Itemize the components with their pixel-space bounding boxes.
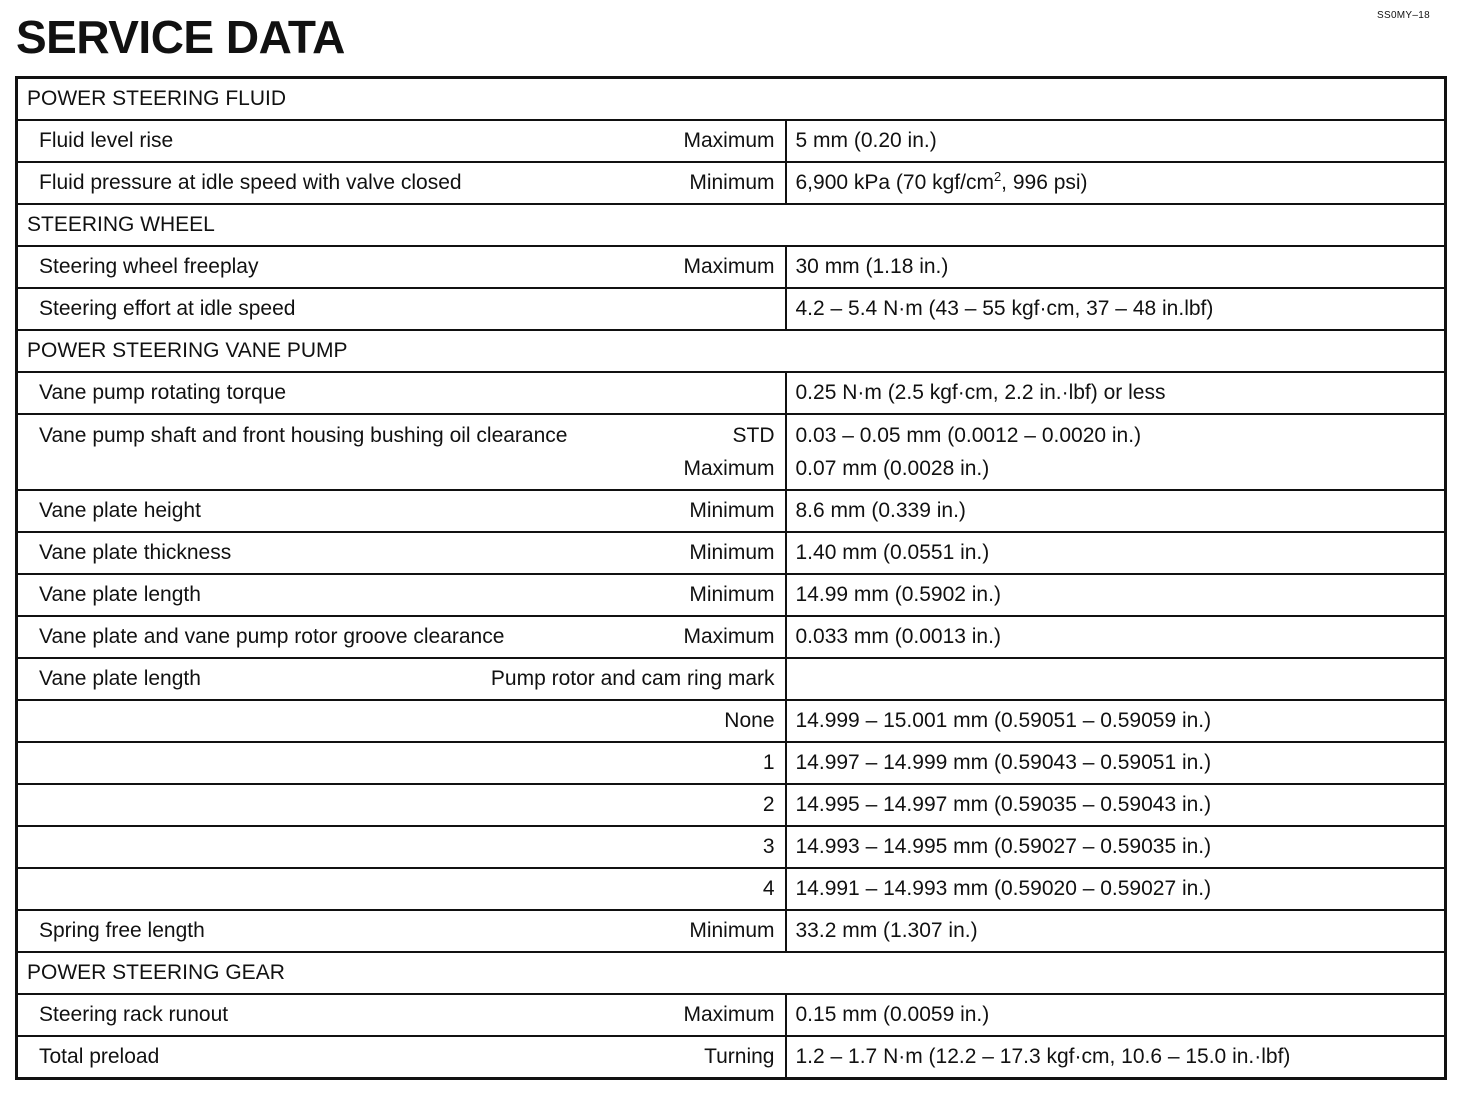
condition-label: Minimum (689, 919, 775, 942)
item-label: Steering wheel freeplay (39, 255, 259, 278)
table-row (17, 288, 1446, 330)
spec-value: 0.15 mm (0.0059 in.) (786, 994, 1446, 1036)
item-label: Vane plate length (39, 667, 201, 690)
mark-label: 1 (762, 751, 775, 774)
table-row (17, 742, 1446, 784)
condition-label: Maximum (683, 625, 775, 648)
condition-label: Minimum (689, 499, 775, 522)
spec-value: 8.6 mm (0.339 in.) (786, 490, 1446, 532)
spec-value: 1.40 mm (0.0551 in.) (786, 532, 1446, 574)
item-label: Steering effort at idle speed (39, 297, 296, 320)
section-title: POWER STEERING GEAR (17, 952, 1446, 994)
table-row (17, 658, 1446, 700)
page-code: SS0MY–18 (1377, 10, 1430, 21)
table-row (17, 826, 1446, 868)
section-title: POWER STEERING FLUID (17, 78, 1446, 121)
spec-value: 1.2 – 1.7 N·m (12.2 – 17.3 kgf·cm, 10.6 – 15.0 in.·lbf) (786, 1036, 1446, 1079)
table-row (17, 700, 1446, 742)
table-row (17, 120, 1446, 162)
table-row (17, 868, 1446, 910)
table-row (17, 372, 1446, 414)
spec-value-text: , 996 psi) (1001, 171, 1088, 194)
spec-value: 5 mm (0.20 in.) (786, 120, 1446, 162)
condition-label: Maximum (683, 457, 775, 480)
table-row (17, 994, 1446, 1036)
section-header-row (17, 330, 1446, 372)
item-label: Spring free length (39, 919, 205, 942)
section-header-row (17, 204, 1446, 246)
mark-label: None (724, 709, 775, 732)
condition-label: Turning (704, 1045, 775, 1068)
section-title: STEERING WHEEL (17, 204, 1446, 246)
item-label: Vane pump shaft and front housing bushing oil clearance (39, 424, 568, 447)
table-row (17, 246, 1446, 288)
item-label: Vane plate height (39, 499, 201, 522)
condition-label: Maximum (683, 129, 775, 152)
table-row (17, 574, 1446, 616)
condition-label: Maximum (683, 1003, 775, 1026)
table-row (17, 784, 1446, 826)
spec-value: 14.99 mm (0.5902 in.) (786, 574, 1446, 616)
item-label: Vane plate and vane pump rotor groove clearance (39, 625, 505, 648)
item-label: Vane pump rotating torque (39, 381, 287, 404)
condition-label: STD (732, 424, 775, 447)
item-label: Vane plate length (39, 583, 201, 606)
spec-value: 30 mm (1.18 in.) (786, 246, 1446, 288)
table-row (17, 910, 1446, 952)
item-label: Steering rack runout (39, 1003, 229, 1026)
condition-label: Minimum (689, 541, 775, 564)
spec-value: 14.993 – 14.995 mm (0.59027 – 0.59035 in.) (786, 826, 1446, 868)
table-row (17, 490, 1446, 532)
spec-value: 14.999 – 15.001 mm (0.59051 – 0.59059 in.) (786, 700, 1446, 742)
spec-value: 4.2 – 5.4 N·m (43 – 55 kgf·cm, 37 – 48 in.lbf) (786, 288, 1446, 330)
spec-value: 33.2 mm (1.307 in.) (786, 910, 1446, 952)
spec-value (786, 162, 1446, 204)
spec-value: 14.997 – 14.999 mm (0.59043 – 0.59051 in.) (786, 742, 1446, 784)
item-label: Fluid pressure at idle speed with valve closed (39, 171, 462, 194)
condition-label: Minimum (689, 171, 775, 194)
section-header-row (17, 78, 1446, 121)
section-header-row (17, 952, 1446, 994)
table-row (17, 532, 1446, 574)
spec-value: 14.991 – 14.993 mm (0.59020 – 0.59027 in.) (786, 868, 1446, 910)
condition-label: Minimum (689, 583, 775, 606)
spec-value (786, 658, 1446, 700)
table-row (17, 1036, 1446, 1079)
section-title: POWER STEERING VANE PUMP (17, 330, 1446, 372)
page-title: SERVICE DATA (16, 11, 345, 63)
service-data-table (15, 76, 1447, 1080)
condition-label: Maximum (683, 255, 775, 278)
item-label: Vane plate thickness (39, 541, 232, 564)
condition-label: Pump rotor and cam ring mark (490, 667, 775, 690)
mark-label: 4 (762, 877, 775, 900)
item-label: Fluid level rise (39, 129, 174, 152)
superscript: 2 (993, 169, 1002, 184)
mark-label: 2 (762, 793, 775, 816)
spec-value-text: 6,900 kPa (70 kgf/cm (795, 171, 994, 194)
spec-value: 0.07 mm (0.0028 in.) (795, 457, 990, 480)
spec-value: 0.033 mm (0.0013 in.) (786, 616, 1446, 658)
table-row (17, 162, 1446, 204)
spec-value: 0.25 N·m (2.5 kgf·cm, 2.2 in.·lbf) or less (786, 372, 1446, 414)
table-row (17, 414, 1446, 490)
item-label: Total preload (39, 1045, 160, 1068)
mark-label: 3 (762, 835, 775, 858)
spec-value: 0.03 – 0.05 mm (0.0012 – 0.0020 in.) (795, 424, 1142, 447)
table-row (17, 616, 1446, 658)
spec-value: 14.995 – 14.997 mm (0.59035 – 0.59043 in.) (786, 784, 1446, 826)
